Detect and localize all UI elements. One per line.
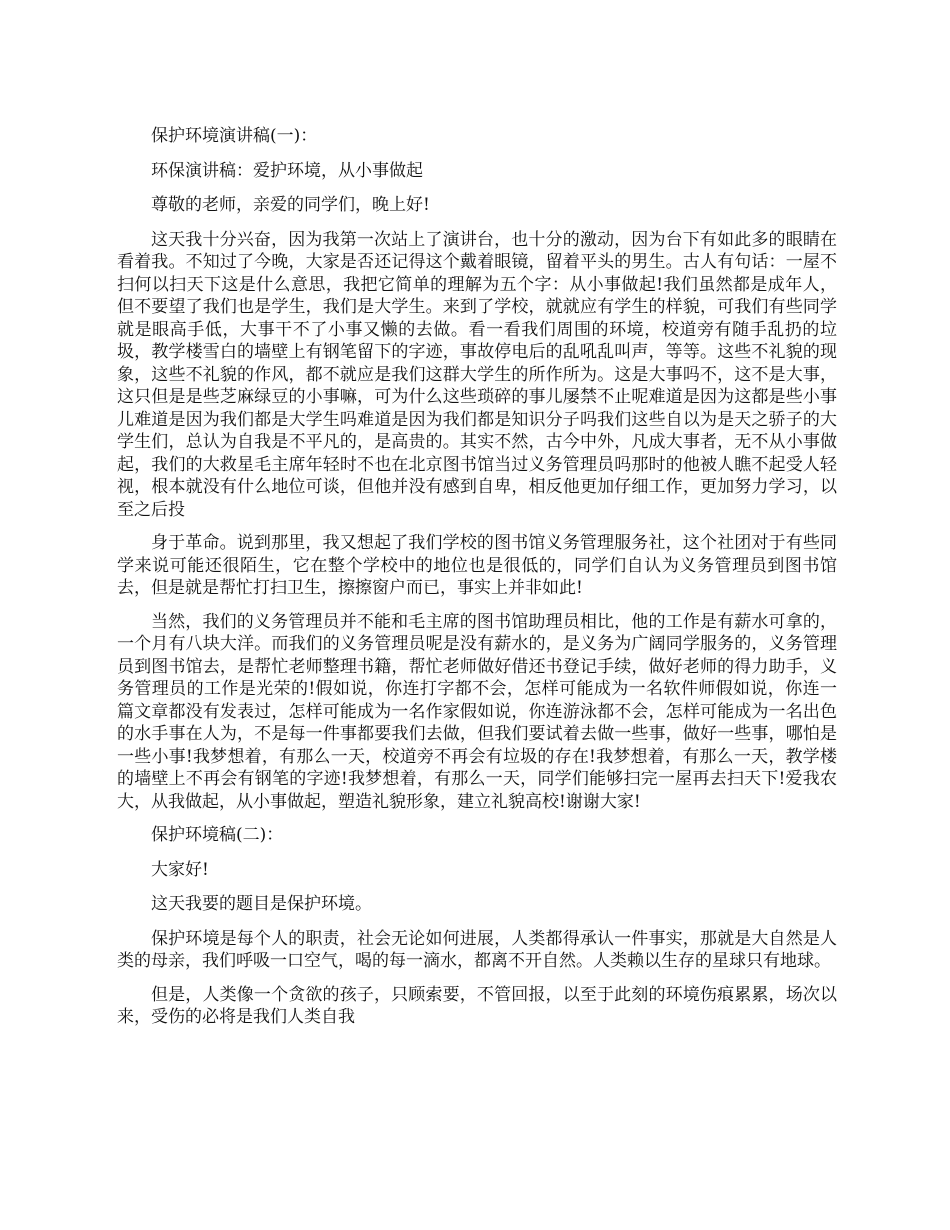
body-paragraph: 这天我十分兴奋，因为我第一次站上了演讲台，也十分的激动，因为台下有如此多的眼睛在看着我。不知过了今晚，大家是否还记得这个戴着眼镜，留着平头的男生。古人有句话：一屋不扫何以扫天下这是什么意思，我把它简单的理解为五个字：从小事做起!我们虽然都是成年人，但不要望了我们也是学生，我们是大学生。来到了学校，就就应有学生的样貌，可我们有些同学就是眼高手低，大事干不了小事又懒的去做。看一看我们周围的环境，校道旁有随手乱扔的垃圾，教学楼雪白的墙壁上有钢笔留下的字迹，事故停电后的乱吼乱叫声，等等。这些不礼貌的现象，这些不礼貌的作风，都不就应是我们这群大学生的所作所为。这是大事吗不，这不是大事，这只但是是些芝麻绿豆的小事嘛，可为什么这些琐碎的事儿屡禁不止呢难道是因为这都是些小事儿难道是因为我们都是大学生吗难道是因为我们都是知识分子吗我们这些自以为是天之骄子的大学生们，总认为自我是不平凡的，是高贵的。其实不然，古今中外，凡成大事者，无不从小事做起，我们的大救星毛主席年轻时不也在北京图书馆当过义务管理员吗那时的他被人瞧不起受人轻视，根本就没有什么地位可谈，但他并没有感到自卑，相反他更加仔细工作，更加努力学习，以至之后投 xyxy=(117,229,837,520)
document-body xyxy=(117,125,837,1040)
speech-two-greeting: 大家好! xyxy=(151,859,209,880)
speech-two-topic: 这天我要的题目是保护环境。 xyxy=(151,894,372,914)
greeting-paragraph: 尊敬的老师，亲爱的同学们，晚上好! xyxy=(151,195,430,215)
body-paragraph: 身于革命。说到那里，我又想起了我们学校的图书馆义务管理服务社，这个社团对于有些同学来说可能还很陌生，它在整个学校中的地位也是很低的，同学们自认为义务管理员到图书馆去，但是就是帮忙打扫卫生，擦擦窗户而已，事实上并非如此! xyxy=(117,533,837,598)
speech-one-heading: 保护环境演讲稿(一)： xyxy=(151,126,318,146)
speech-one-title: 环保演讲稿：爱护环境，从小事做起 xyxy=(151,160,423,181)
body-paragraph: 当然，我们的义务管理员并不能和毛主席的图书馆助理员相比，他的工作是有薪水可拿的，一个月有八块大洋。而我们的义务管理员呢是没有薪水的，是义务为广阔同学服务的，义务管理员到图书馆去，是帮忙老师整理书籍，帮忙老师做好借还书登记手续，做好老师的得力助手，义务管理员的工作是光荣的!假如说，你连打字都不会，怎样可能成为一名软件师假如说，你连一篇文章都没有发表过，怎样可能成为一名作家假如说，你连游泳都不会，怎样可能成为一名出色的水手事在人为，不是每一件事都要我们去做，但我们要试着去做一些事，做好一些事，哪怕是一些小事!我梦想着，有那么一天，校道旁不再会有垃圾的存在!我梦想着，有那么一天，教学楼的墙壁上不再会有钢笔的字迹!我梦想着，有那么一天，同学们能够扫完一屋再去扫天下!爱我农大，从我做起，从小事做起，塑造礼貌形象，建立礼貌高校!谢谢大家! xyxy=(117,611,837,812)
body-paragraph: 保护环境是每个人的职责，社会无论如何进展，人类都得承认一件事实，那就是大自然是人类的母亲，我们呼吸一口空气，喝的每一滴水，都离不开自然。人类赖以生存的星球只有地球。 xyxy=(117,928,837,971)
body-paragraph: 但是，人类像一个贪欲的孩子，只顾索要，不管回报，以至于此刻的环境伤痕累累，场次以来，受伤的必将是我们人类自我 xyxy=(117,984,837,1027)
speech-two-heading: 保护环境稿(二)： xyxy=(151,825,284,845)
